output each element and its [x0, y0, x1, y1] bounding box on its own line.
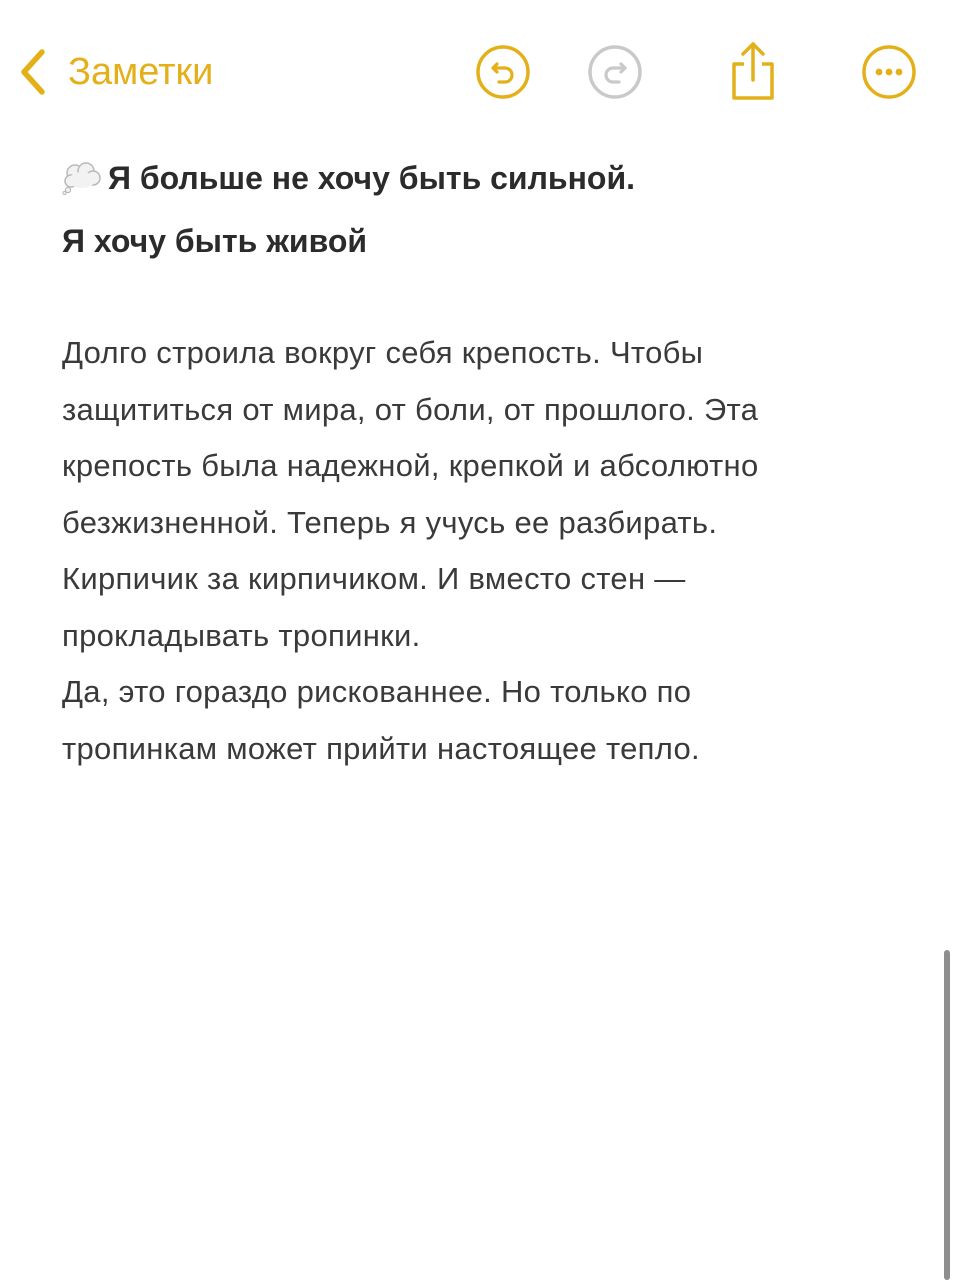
toolbar	[0, 0, 960, 140]
back-button[interactable]	[18, 44, 213, 100]
note-title-line	[62, 150, 922, 213]
body-line: Да, это гораздо рискованнее. Но только по	[62, 674, 692, 709]
note-body	[62, 325, 922, 777]
body-line: крепость была надежной, крепкой и абсолютно	[62, 448, 759, 483]
title-text-1: Я больше не хочу быть сильной.	[108, 160, 636, 196]
body-line: Кирпичик за кирпичиком. И вместо стен —	[62, 561, 686, 596]
body-line: тропинкам может прийти настоящее тепло.	[62, 730, 700, 766]
redo-icon	[587, 44, 643, 100]
more-button[interactable]	[857, 40, 921, 104]
share-icon	[728, 40, 778, 104]
thought-balloon-icon	[62, 156, 102, 213]
note-title	[62, 150, 922, 270]
body-line: Долго строила вокруг себя крепость. Чтобы	[62, 335, 704, 370]
undo-icon	[475, 44, 531, 100]
redo-button[interactable]	[583, 40, 647, 104]
note-title-line: Я хочу быть живой	[62, 223, 368, 259]
body-line: защититься от мира, от боли, от прошлого. Эта	[62, 391, 759, 427]
body-line: безжизненной. Теперь я учусь ее разбирать.	[62, 504, 718, 540]
chevron-left-icon	[18, 48, 48, 96]
back-label: Заметки	[68, 51, 214, 93]
scrollbar[interactable]	[944, 950, 950, 1280]
undo-button[interactable]	[471, 40, 535, 104]
share-button[interactable]	[721, 40, 785, 104]
more-icon	[861, 44, 917, 100]
body-line: прокладывать тропинки.	[62, 617, 421, 653]
note-content[interactable]	[62, 150, 922, 777]
